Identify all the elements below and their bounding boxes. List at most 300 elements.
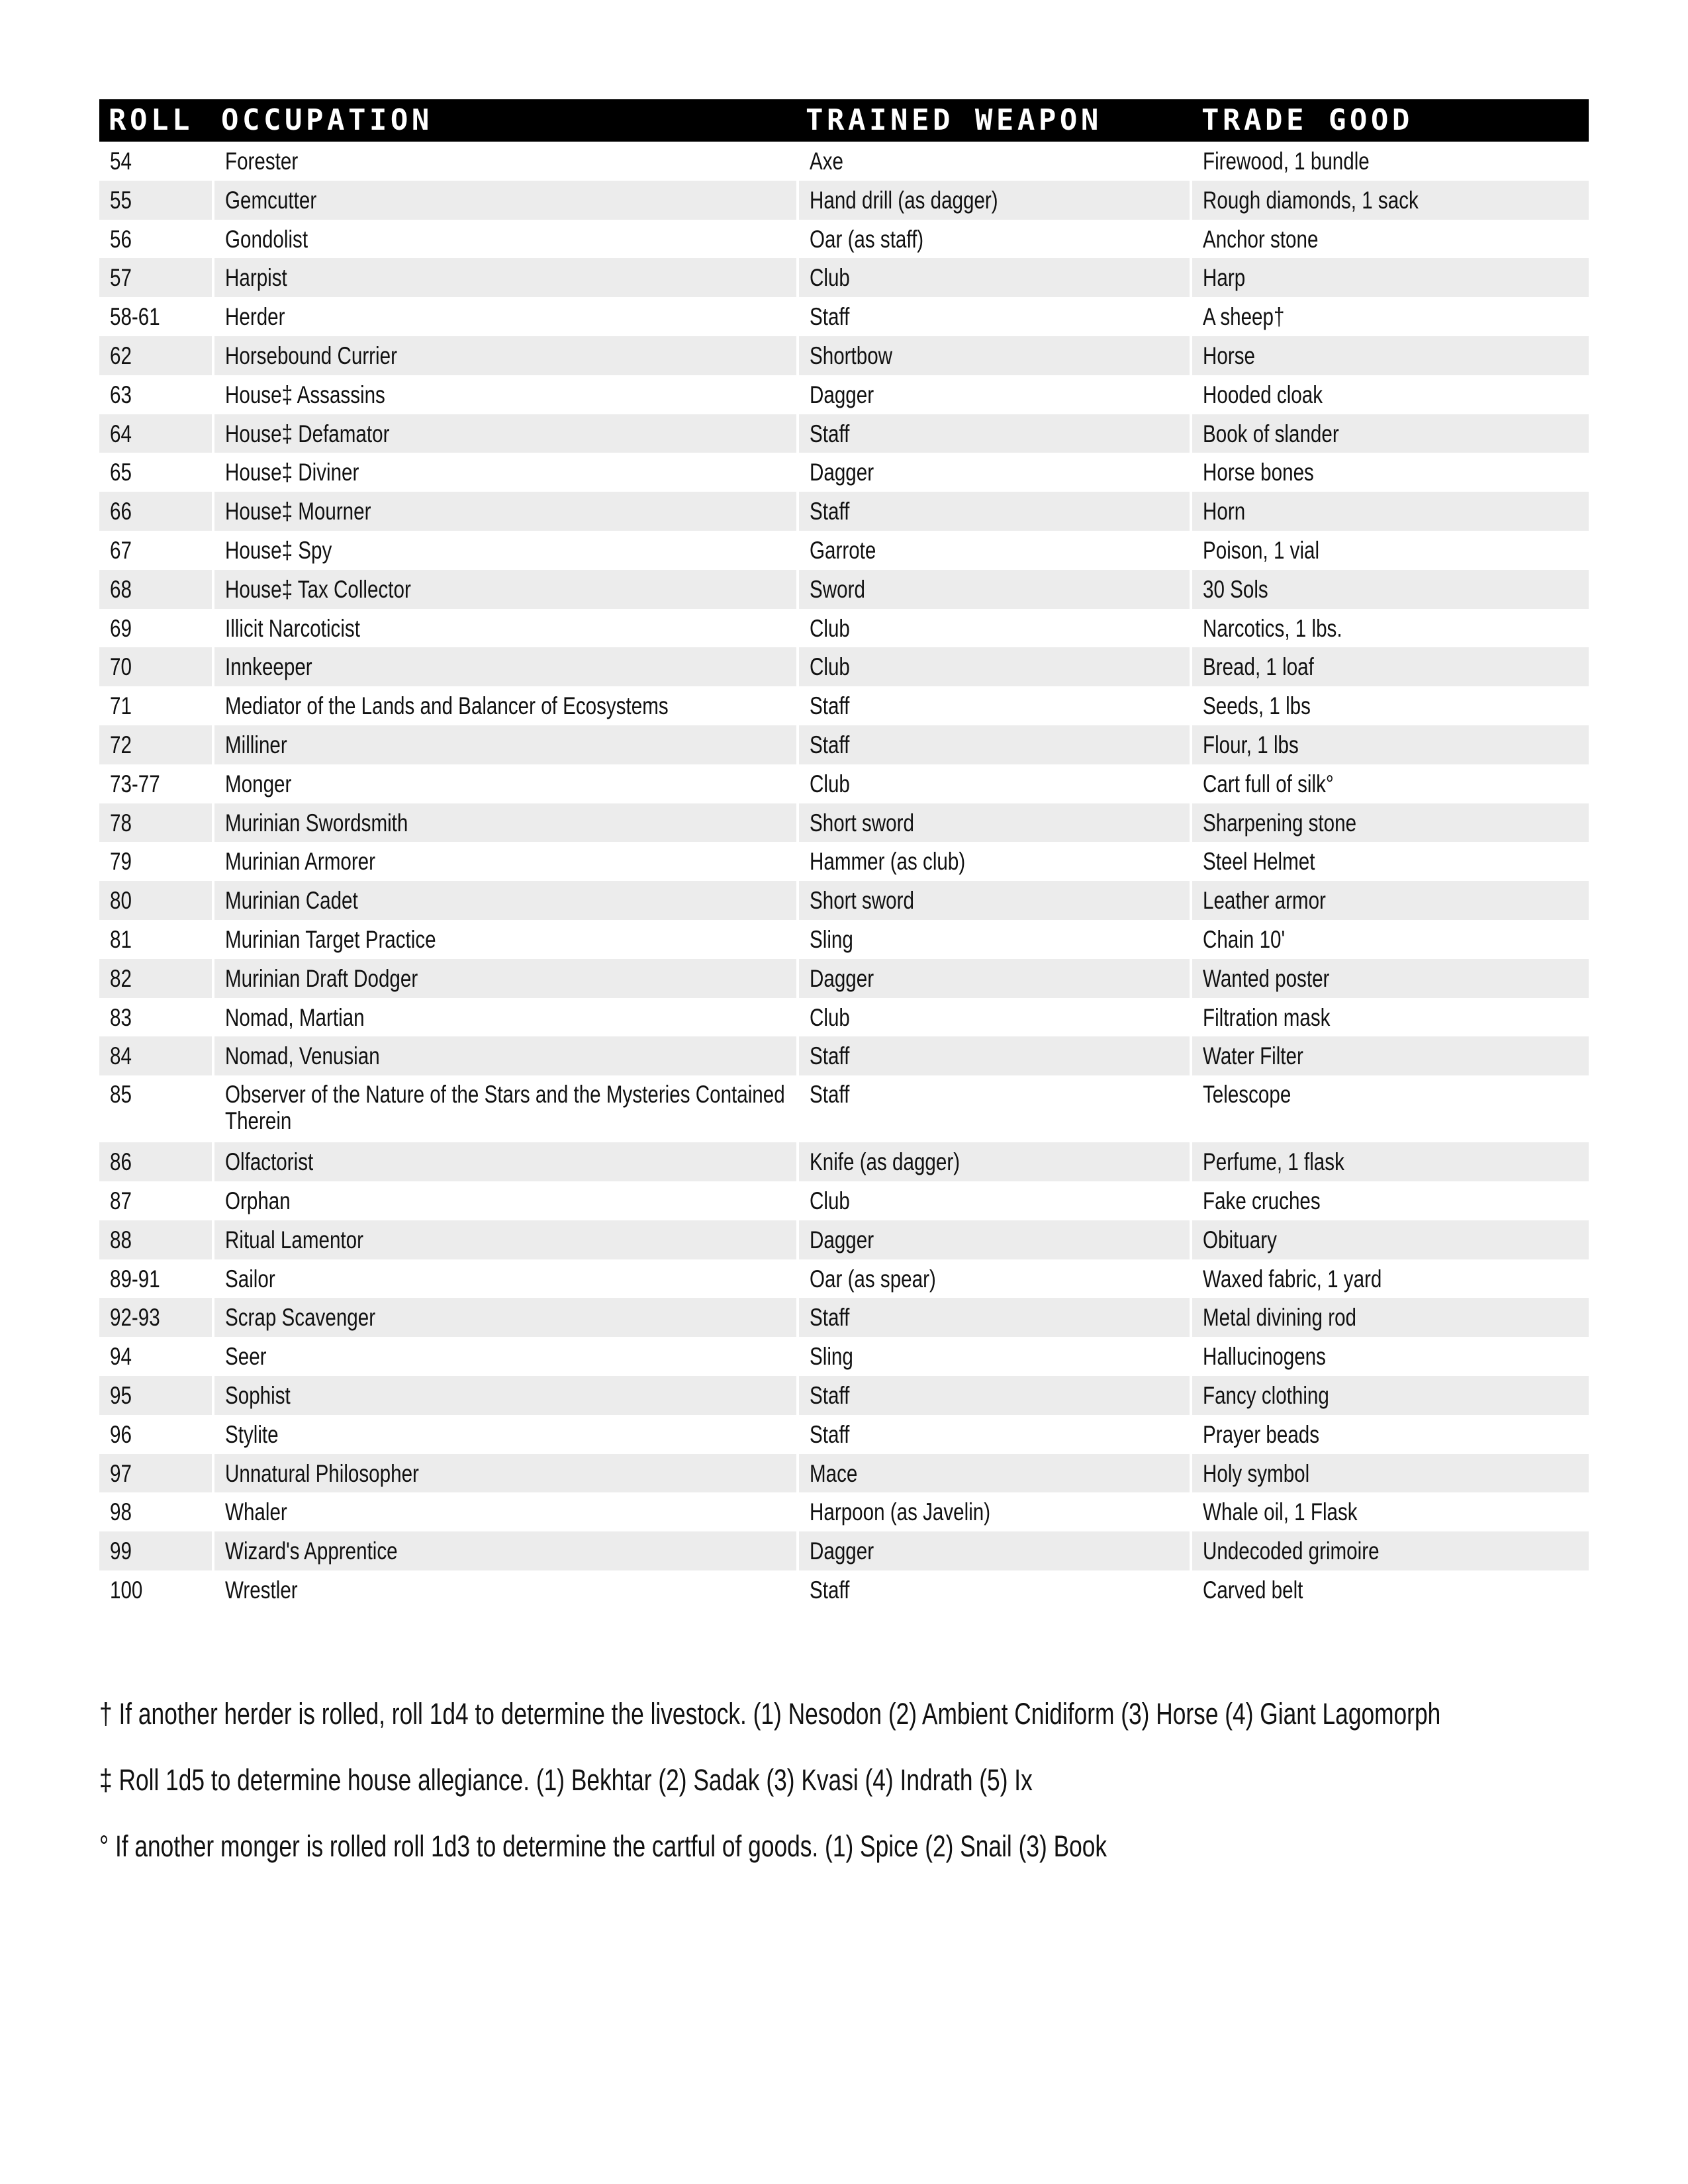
weapon-cell	[799, 531, 1190, 570]
header-trade-good: TRADE GOOD	[1201, 103, 1413, 137]
weapon-cell	[799, 570, 1190, 609]
roll-cell-text: 88	[110, 1226, 132, 1253]
roll-cell-text: 86	[110, 1148, 132, 1176]
trade-good-cell	[1192, 531, 1589, 570]
occupation-cell	[214, 803, 796, 842]
table-row	[99, 1142, 1589, 1181]
weapon-cell-text: Short sword	[810, 887, 914, 915]
roll-cell	[99, 492, 212, 531]
table-row	[99, 1337, 1589, 1376]
table-row	[99, 1075, 1589, 1142]
roll-cell-text: 62	[110, 341, 132, 369]
table-row	[99, 959, 1589, 998]
weapon-cell-text: Club	[810, 770, 850, 797]
table-row	[99, 998, 1589, 1037]
roll-cell-text: 69	[110, 614, 132, 642]
occupation-cell-text: Murinian Target Practice	[225, 925, 436, 953]
roll-cell-text: 65	[110, 459, 132, 486]
roll-cell	[99, 531, 212, 570]
weapon-cell	[799, 1454, 1190, 1493]
occupation-cell	[214, 1337, 796, 1376]
occupation-cell	[214, 492, 796, 531]
table-row	[99, 1181, 1589, 1220]
roll-cell	[99, 609, 212, 648]
roll-cell-text: 55	[110, 186, 132, 214]
occupation-cell-text: Wrestler	[225, 1576, 298, 1604]
weapon-cell-text: Club	[810, 1187, 850, 1214]
weapon-cell	[799, 1142, 1190, 1181]
weapon-cell-text: Staff	[810, 1381, 850, 1409]
weapon-cell-text: Hand drill (as dagger)	[810, 186, 998, 214]
weapon-cell	[799, 764, 1190, 803]
table-row	[99, 375, 1589, 414]
roll-cell-text: 97	[110, 1459, 132, 1487]
roll-cell-text: 57	[110, 264, 132, 292]
roll-cell	[99, 647, 212, 686]
header-roll: ROLL	[109, 103, 193, 137]
trade-good-cell	[1192, 686, 1589, 725]
table-row	[99, 1298, 1589, 1337]
occupation-cell	[214, 1570, 796, 1610]
occupation-cell	[214, 1376, 796, 1415]
weapon-cell	[799, 803, 1190, 842]
roll-cell	[99, 1075, 212, 1142]
occupation-cell	[214, 920, 796, 959]
trade-good-cell-text: Book of slander	[1203, 420, 1339, 447]
trade-good-cell	[1192, 842, 1589, 881]
weapon-cell-text: Club	[810, 653, 850, 681]
table-row	[99, 764, 1589, 803]
occupation-cell	[214, 609, 796, 648]
trade-good-cell	[1192, 1142, 1589, 1181]
table-row	[99, 258, 1589, 297]
occupation-cell-text: House‡ Diviner	[225, 459, 359, 486]
weapon-cell	[799, 1259, 1190, 1298]
occupation-cell-text: Sailor	[225, 1265, 275, 1293]
weapon-cell-text: Axe	[810, 148, 844, 175]
weapon-cell	[799, 1337, 1190, 1376]
header-occupation: OCCUPATION	[221, 103, 433, 137]
trade-good-cell	[1192, 764, 1589, 803]
roll-cell	[99, 1570, 212, 1610]
roll-cell	[99, 881, 212, 920]
occupation-cell	[214, 1181, 796, 1220]
trade-good-cell	[1192, 1531, 1589, 1570]
weapon-cell	[799, 1376, 1190, 1415]
roll-cell-text: 99	[110, 1537, 132, 1565]
occupation-cell	[214, 1259, 796, 1298]
table-row	[99, 492, 1589, 531]
occupation-cell	[214, 181, 796, 220]
weapon-cell-text: Hammer (as club)	[810, 848, 966, 876]
trade-good-cell	[1192, 959, 1589, 998]
table-row	[99, 297, 1589, 336]
table-row	[99, 1259, 1589, 1298]
occupation-cell-text: Wizard's Apprentice	[225, 1537, 398, 1565]
table-row	[99, 414, 1589, 453]
roll-cell	[99, 1220, 212, 1259]
occupation-cell	[214, 1075, 796, 1142]
roll-cell-text: 84	[110, 1042, 132, 1070]
weapon-cell-text: Knife (as dagger)	[810, 1148, 961, 1176]
trade-good-cell-text: Narcotics, 1 lbs.	[1203, 614, 1342, 642]
roll-cell-text: 94	[110, 1343, 132, 1371]
weapon-cell	[799, 998, 1190, 1037]
trade-good-cell-text: Water Filter	[1203, 1042, 1303, 1070]
trade-good-cell-text: Waxed fabric, 1 yard	[1203, 1265, 1382, 1293]
trade-good-cell-text: Chain 10'	[1203, 925, 1286, 953]
occupation-cell-text: House‡ Assassins	[225, 381, 385, 408]
table-body	[99, 142, 1589, 1610]
trade-good-cell	[1192, 609, 1589, 648]
trade-good-cell-text: Wanted poster	[1203, 964, 1330, 992]
trade-good-cell-text: Sharpening stone	[1203, 809, 1357, 837]
occupation-cell-text: Monger	[225, 770, 292, 797]
weapon-cell	[799, 258, 1190, 297]
occupation-cell-text: Horsebound Currier	[225, 341, 397, 369]
table-row	[99, 1220, 1589, 1259]
weapon-cell	[799, 647, 1190, 686]
roll-cell	[99, 959, 212, 998]
occupation-cell	[214, 1142, 796, 1181]
occupation-cell-text: Ritual Lamentor	[225, 1226, 363, 1253]
table-row	[99, 1376, 1589, 1415]
trade-good-cell	[1192, 920, 1589, 959]
roll-cell	[99, 258, 212, 297]
trade-good-cell-text: Hooded cloak	[1203, 381, 1323, 408]
roll-cell	[99, 142, 212, 181]
weapon-cell	[799, 1531, 1190, 1570]
table-row	[99, 220, 1589, 259]
roll-cell-text: 83	[110, 1003, 132, 1031]
weapon-cell	[799, 1220, 1190, 1259]
roll-cell	[99, 297, 212, 336]
trade-good-cell-text: Holy symbol	[1203, 1459, 1310, 1487]
footnote-text: ‡ Roll 1d5 to determine house allegiance. (1) Bekhtar (2) Sadak (3) Kvasi (4) Indrath (5) Ix	[99, 1763, 1033, 1797]
trade-good-cell-text: Flour, 1 lbs	[1203, 731, 1299, 758]
occupation-cell	[214, 297, 796, 336]
roll-cell-text: 54	[110, 148, 132, 175]
table-row	[99, 142, 1589, 181]
roll-cell-text: 81	[110, 925, 132, 953]
occupation-cell-text: Milliner	[225, 731, 287, 758]
weapon-cell-text: Staff	[810, 498, 850, 525]
weapon-cell	[799, 453, 1190, 492]
weapon-cell	[799, 181, 1190, 220]
weapon-cell-text: Sword	[810, 575, 865, 603]
table-row	[99, 1415, 1589, 1454]
roll-cell	[99, 570, 212, 609]
occupation-cell	[214, 570, 796, 609]
table-row	[99, 181, 1589, 220]
roll-cell	[99, 686, 212, 725]
trade-good-cell-text: Obituary	[1203, 1226, 1277, 1253]
roll-cell-text: 66	[110, 498, 132, 525]
weapon-cell	[799, 686, 1190, 725]
occupation-cell	[214, 336, 796, 375]
weapon-cell	[799, 220, 1190, 259]
roll-cell	[99, 1298, 212, 1337]
table-row	[99, 920, 1589, 959]
weapon-cell-text: Staff	[810, 1304, 850, 1332]
weapon-cell-text: Mace	[810, 1459, 858, 1487]
occupation-cell-text: Olfactorist	[225, 1148, 314, 1176]
weapon-cell-text: Club	[810, 1003, 850, 1031]
weapon-cell-text: Sling	[810, 925, 853, 953]
roll-cell-text: 95	[110, 1381, 132, 1409]
trade-good-cell	[1192, 1181, 1589, 1220]
occupation-cell-text: House‡ Tax Collector	[225, 575, 411, 603]
occupation-cell-text: Gondolist	[225, 225, 308, 253]
occupation-cell	[214, 258, 796, 297]
occupation-cell-text: Observer of the Nature of the Stars and the Mysteries Contained Therein	[225, 1081, 785, 1135]
occupation-cell	[214, 1492, 796, 1531]
roll-cell-text: 68	[110, 575, 132, 603]
roll-cell	[99, 414, 212, 453]
roll-cell-text: 63	[110, 381, 132, 408]
trade-good-cell	[1192, 492, 1589, 531]
weapon-cell-text: Dagger	[810, 1537, 874, 1565]
weapon-cell-text: Shortbow	[810, 341, 893, 369]
roll-cell-text: 73-77	[110, 770, 160, 797]
weapon-cell-text: Short sword	[810, 809, 914, 837]
trade-good-cell-text: Undecoded grimoire	[1203, 1537, 1380, 1565]
roll-cell-text: 64	[110, 420, 132, 447]
weapon-cell	[799, 1492, 1190, 1531]
occupation-cell-text: Murinian Cadet	[225, 887, 358, 915]
trade-good-cell	[1192, 1259, 1589, 1298]
occupation-cell-text: Murinian Draft Dodger	[225, 964, 418, 992]
weapon-cell-text: Dagger	[810, 964, 874, 992]
trade-good-cell	[1192, 181, 1589, 220]
trade-good-cell	[1192, 725, 1589, 764]
trade-good-cell-text: Firewood, 1 bundle	[1203, 148, 1370, 175]
roll-cell-text: 80	[110, 887, 132, 915]
roll-cell-text: 72	[110, 731, 132, 758]
roll-cell	[99, 1492, 212, 1531]
trade-good-cell-text: Poison, 1 vial	[1203, 536, 1320, 564]
occupation-cell-text: Seer	[225, 1343, 267, 1371]
trade-good-cell-text: 30 Sols	[1203, 575, 1268, 603]
weapon-cell-text: Staff	[810, 420, 850, 447]
occupation-cell-text: Innkeeper	[225, 653, 312, 681]
roll-cell	[99, 764, 212, 803]
table-row	[99, 881, 1589, 920]
occupation-cell-text: Gemcutter	[225, 186, 317, 214]
weapon-cell	[799, 920, 1190, 959]
table-header	[99, 99, 1589, 142]
trade-good-cell-text: Carved belt	[1203, 1576, 1303, 1604]
trade-good-cell-text: Cart full of silk°	[1203, 770, 1334, 797]
occupation-cell	[214, 647, 796, 686]
trade-good-cell	[1192, 258, 1589, 297]
trade-good-cell-text: Fake cruches	[1203, 1187, 1321, 1214]
roll-cell	[99, 1036, 212, 1075]
roll-cell	[99, 453, 212, 492]
roll-cell	[99, 220, 212, 259]
occupation-cell	[214, 959, 796, 998]
weapon-cell-text: Dagger	[810, 381, 874, 408]
occupation-cell-text: House‡ Defamator	[225, 420, 390, 447]
occupation-table	[99, 99, 1589, 1610]
weapon-cell	[799, 959, 1190, 998]
occupation-cell	[214, 725, 796, 764]
occupation-cell	[214, 686, 796, 725]
roll-cell-text: 79	[110, 848, 132, 876]
trade-good-cell	[1192, 881, 1589, 920]
occupation-cell	[214, 842, 796, 881]
trade-good-cell	[1192, 453, 1589, 492]
trade-good-cell	[1192, 414, 1589, 453]
occupation-cell	[214, 453, 796, 492]
trade-good-cell	[1192, 220, 1589, 259]
weapon-cell	[799, 375, 1190, 414]
roll-cell	[99, 181, 212, 220]
weapon-cell-text: Oar (as spear)	[810, 1265, 936, 1293]
roll-cell-text: 67	[110, 536, 132, 564]
roll-cell	[99, 920, 212, 959]
trade-good-cell	[1192, 1415, 1589, 1454]
weapon-cell-text: Dagger	[810, 459, 874, 486]
table-row	[99, 570, 1589, 609]
occupation-cell-text: Herder	[225, 303, 285, 331]
table-row	[99, 1454, 1589, 1493]
footnote-text: † If another herder is rolled, roll 1d4 to determine the livestock. (1) Nesodon (2) Ambient Cnidiform (3) Horse (4) Giant Lagomorph	[99, 1697, 1441, 1731]
trade-good-cell	[1192, 1036, 1589, 1075]
roll-cell-text: 87	[110, 1187, 132, 1214]
occupation-cell	[214, 414, 796, 453]
weapon-cell	[799, 842, 1190, 881]
trade-good-cell	[1192, 1454, 1589, 1493]
trade-good-cell	[1192, 1570, 1589, 1610]
occupation-cell-text: Scrap Scavenger	[225, 1304, 376, 1332]
weapon-cell-text: Staff	[810, 1576, 850, 1604]
trade-good-cell-text: Telescope	[1203, 1081, 1291, 1109]
roll-cell-text: 96	[110, 1420, 132, 1448]
trade-good-cell-text: Horn	[1203, 498, 1246, 525]
occupation-cell	[214, 1298, 796, 1337]
table-row	[99, 686, 1589, 725]
occupation-cell-text: Nomad, Martian	[225, 1003, 365, 1031]
weapon-cell	[799, 414, 1190, 453]
occupation-cell-text: Nomad, Venusian	[225, 1042, 380, 1070]
roll-cell	[99, 336, 212, 375]
occupation-cell-text: House‡ Spy	[225, 536, 332, 564]
roll-cell-text: 89-91	[110, 1265, 160, 1293]
table-row	[99, 1492, 1589, 1531]
trade-good-cell	[1192, 336, 1589, 375]
roll-cell	[99, 1142, 212, 1181]
weapon-cell	[799, 336, 1190, 375]
table-row	[99, 1036, 1589, 1075]
trade-good-cell	[1192, 375, 1589, 414]
occupation-cell	[214, 375, 796, 414]
table-row	[99, 725, 1589, 764]
trade-good-cell	[1192, 1492, 1589, 1531]
trade-good-cell	[1192, 1298, 1589, 1337]
trade-good-cell	[1192, 998, 1589, 1037]
table-row	[99, 647, 1589, 686]
roll-cell-text: 71	[110, 692, 132, 720]
footnotes	[99, 1681, 1622, 1880]
trade-good-cell-text: Metal divining rod	[1203, 1304, 1356, 1332]
footnote-herder	[99, 1681, 1622, 1747]
occupation-cell	[214, 1531, 796, 1570]
trade-good-cell	[1192, 570, 1589, 609]
weapon-cell	[799, 1570, 1190, 1610]
trade-good-cell	[1192, 297, 1589, 336]
weapon-cell	[799, 1298, 1190, 1337]
table-row	[99, 842, 1589, 881]
occupation-cell	[214, 1220, 796, 1259]
roll-cell	[99, 1376, 212, 1415]
roll-cell-text: 78	[110, 809, 132, 837]
weapon-cell	[799, 609, 1190, 648]
roll-cell	[99, 375, 212, 414]
roll-cell-text: 92-93	[110, 1304, 160, 1332]
roll-cell	[99, 1454, 212, 1493]
trade-good-cell	[1192, 647, 1589, 686]
roll-cell	[99, 725, 212, 764]
occupation-cell	[214, 220, 796, 259]
weapon-cell-text: Dagger	[810, 1226, 874, 1253]
table-row	[99, 1531, 1589, 1570]
roll-cell	[99, 1415, 212, 1454]
footnote-house	[99, 1747, 1622, 1813]
trade-good-cell-text: Horse	[1203, 341, 1255, 369]
footnote-monger	[99, 1813, 1622, 1880]
weapon-cell	[799, 492, 1190, 531]
roll-cell-text: 58-61	[110, 303, 160, 331]
trade-good-cell-text: Anchor stone	[1203, 225, 1319, 253]
occupation-cell-text: House‡ Mourner	[225, 498, 371, 525]
roll-cell	[99, 1337, 212, 1376]
occupation-cell	[214, 1036, 796, 1075]
header-trained-weapon: TRAINED WEAPON	[806, 103, 1102, 137]
roll-cell-text: 98	[110, 1498, 132, 1526]
roll-cell	[99, 1531, 212, 1570]
trade-good-cell-text: Filtration mask	[1203, 1003, 1331, 1031]
trade-good-cell	[1192, 803, 1589, 842]
weapon-cell-text: Staff	[810, 1420, 850, 1448]
occupation-cell	[214, 142, 796, 181]
occupation-cell	[214, 998, 796, 1037]
trade-good-cell-text: Harp	[1203, 264, 1246, 292]
trade-good-cell	[1192, 142, 1589, 181]
trade-good-cell-text: Hallucinogens	[1203, 1343, 1326, 1371]
occupation-cell-text: Orphan	[225, 1187, 291, 1214]
weapon-cell-text: Sling	[810, 1343, 853, 1371]
weapon-cell-text: Staff	[810, 1042, 850, 1070]
roll-cell-text: 56	[110, 225, 132, 253]
occupation-cell	[214, 764, 796, 803]
roll-cell-text: 85	[110, 1081, 132, 1109]
occupation-cell-text: Whaler	[225, 1498, 287, 1526]
occupation-cell	[214, 1415, 796, 1454]
roll-cell	[99, 998, 212, 1037]
weapon-cell	[799, 725, 1190, 764]
trade-good-cell-text: A sheep†	[1203, 303, 1285, 331]
weapon-cell	[799, 881, 1190, 920]
occupation-cell-text: Mediator of the Lands and Balancer of Ecosystems	[225, 692, 669, 720]
occupation-cell-text: Stylite	[225, 1420, 279, 1448]
trade-good-cell-text: Whale oil, 1 Flask	[1203, 1498, 1358, 1526]
table-row	[99, 336, 1589, 375]
occupation-cell-text: Illicit Narcoticist	[225, 614, 360, 642]
trade-good-cell-text: Leather armor	[1203, 887, 1326, 915]
weapon-cell	[799, 1415, 1190, 1454]
roll-cell-text: 82	[110, 964, 132, 992]
